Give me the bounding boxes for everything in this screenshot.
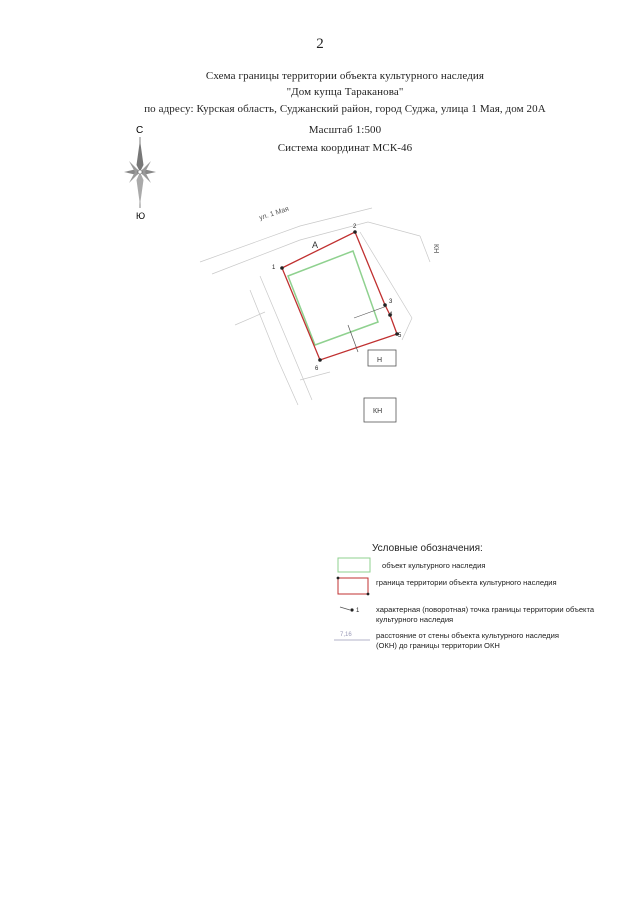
legend-text-turning-point: характерная (поворотная) точка границы территории объекта культурного наследия bbox=[376, 605, 595, 624]
building-label-a: А bbox=[312, 240, 319, 250]
heritage-object-outline bbox=[288, 251, 378, 345]
legend-symbol-distance bbox=[334, 632, 370, 640]
legend-symbol-boundary bbox=[338, 578, 368, 594]
point-label-3: 3 bbox=[389, 299, 393, 305]
point-label-4: 4 bbox=[389, 312, 393, 318]
legend-text-boundary: граница территории объекта культурного наследия bbox=[376, 578, 557, 587]
street-lines bbox=[200, 205, 430, 405]
legend-symbol-object bbox=[338, 558, 370, 572]
point-label-5: 5 bbox=[398, 333, 402, 339]
compass-north-label: С bbox=[136, 125, 144, 136]
legend-distance-value: 7,16 bbox=[340, 632, 352, 638]
point-label-1: 1 bbox=[272, 265, 276, 271]
street-label: ул. 1 Мая bbox=[258, 205, 290, 222]
point-label-2: 2 bbox=[353, 224, 357, 230]
building-n-label: Н bbox=[377, 357, 383, 364]
legend-point-number: 1 bbox=[356, 608, 360, 614]
coordinate-system-label: Система координат МСК-46 bbox=[277, 142, 413, 154]
building-kn-label: КН bbox=[373, 408, 383, 415]
territory-boundary bbox=[282, 232, 397, 360]
compass-rose-icon bbox=[124, 125, 156, 221]
legend-text-object: объект культурного наследия bbox=[382, 561, 486, 570]
compass-south-label: Ю bbox=[136, 211, 146, 221]
point-label-6: 6 bbox=[315, 366, 319, 372]
address-line: по адресу: Курская область, Суджанский район, город Суджа, улица 1 Мая, дом 20А bbox=[144, 103, 546, 115]
legend-title: Условные обозначения: bbox=[372, 543, 483, 554]
map-title: Схема границы территории объекта культурного наследия bbox=[205, 70, 485, 82]
legend-symbol-turning-point bbox=[340, 607, 360, 614]
page-number: 2 bbox=[316, 36, 324, 52]
scale-label: Масштаб 1:500 bbox=[308, 124, 382, 136]
legend-text-distance: расстояние от стены объекта культурного наследия (ОКН) до границы территории ОКН bbox=[376, 631, 559, 650]
object-name: "Дом купца Тараканова" bbox=[286, 86, 404, 98]
kn-label-right: КН bbox=[432, 244, 439, 254]
